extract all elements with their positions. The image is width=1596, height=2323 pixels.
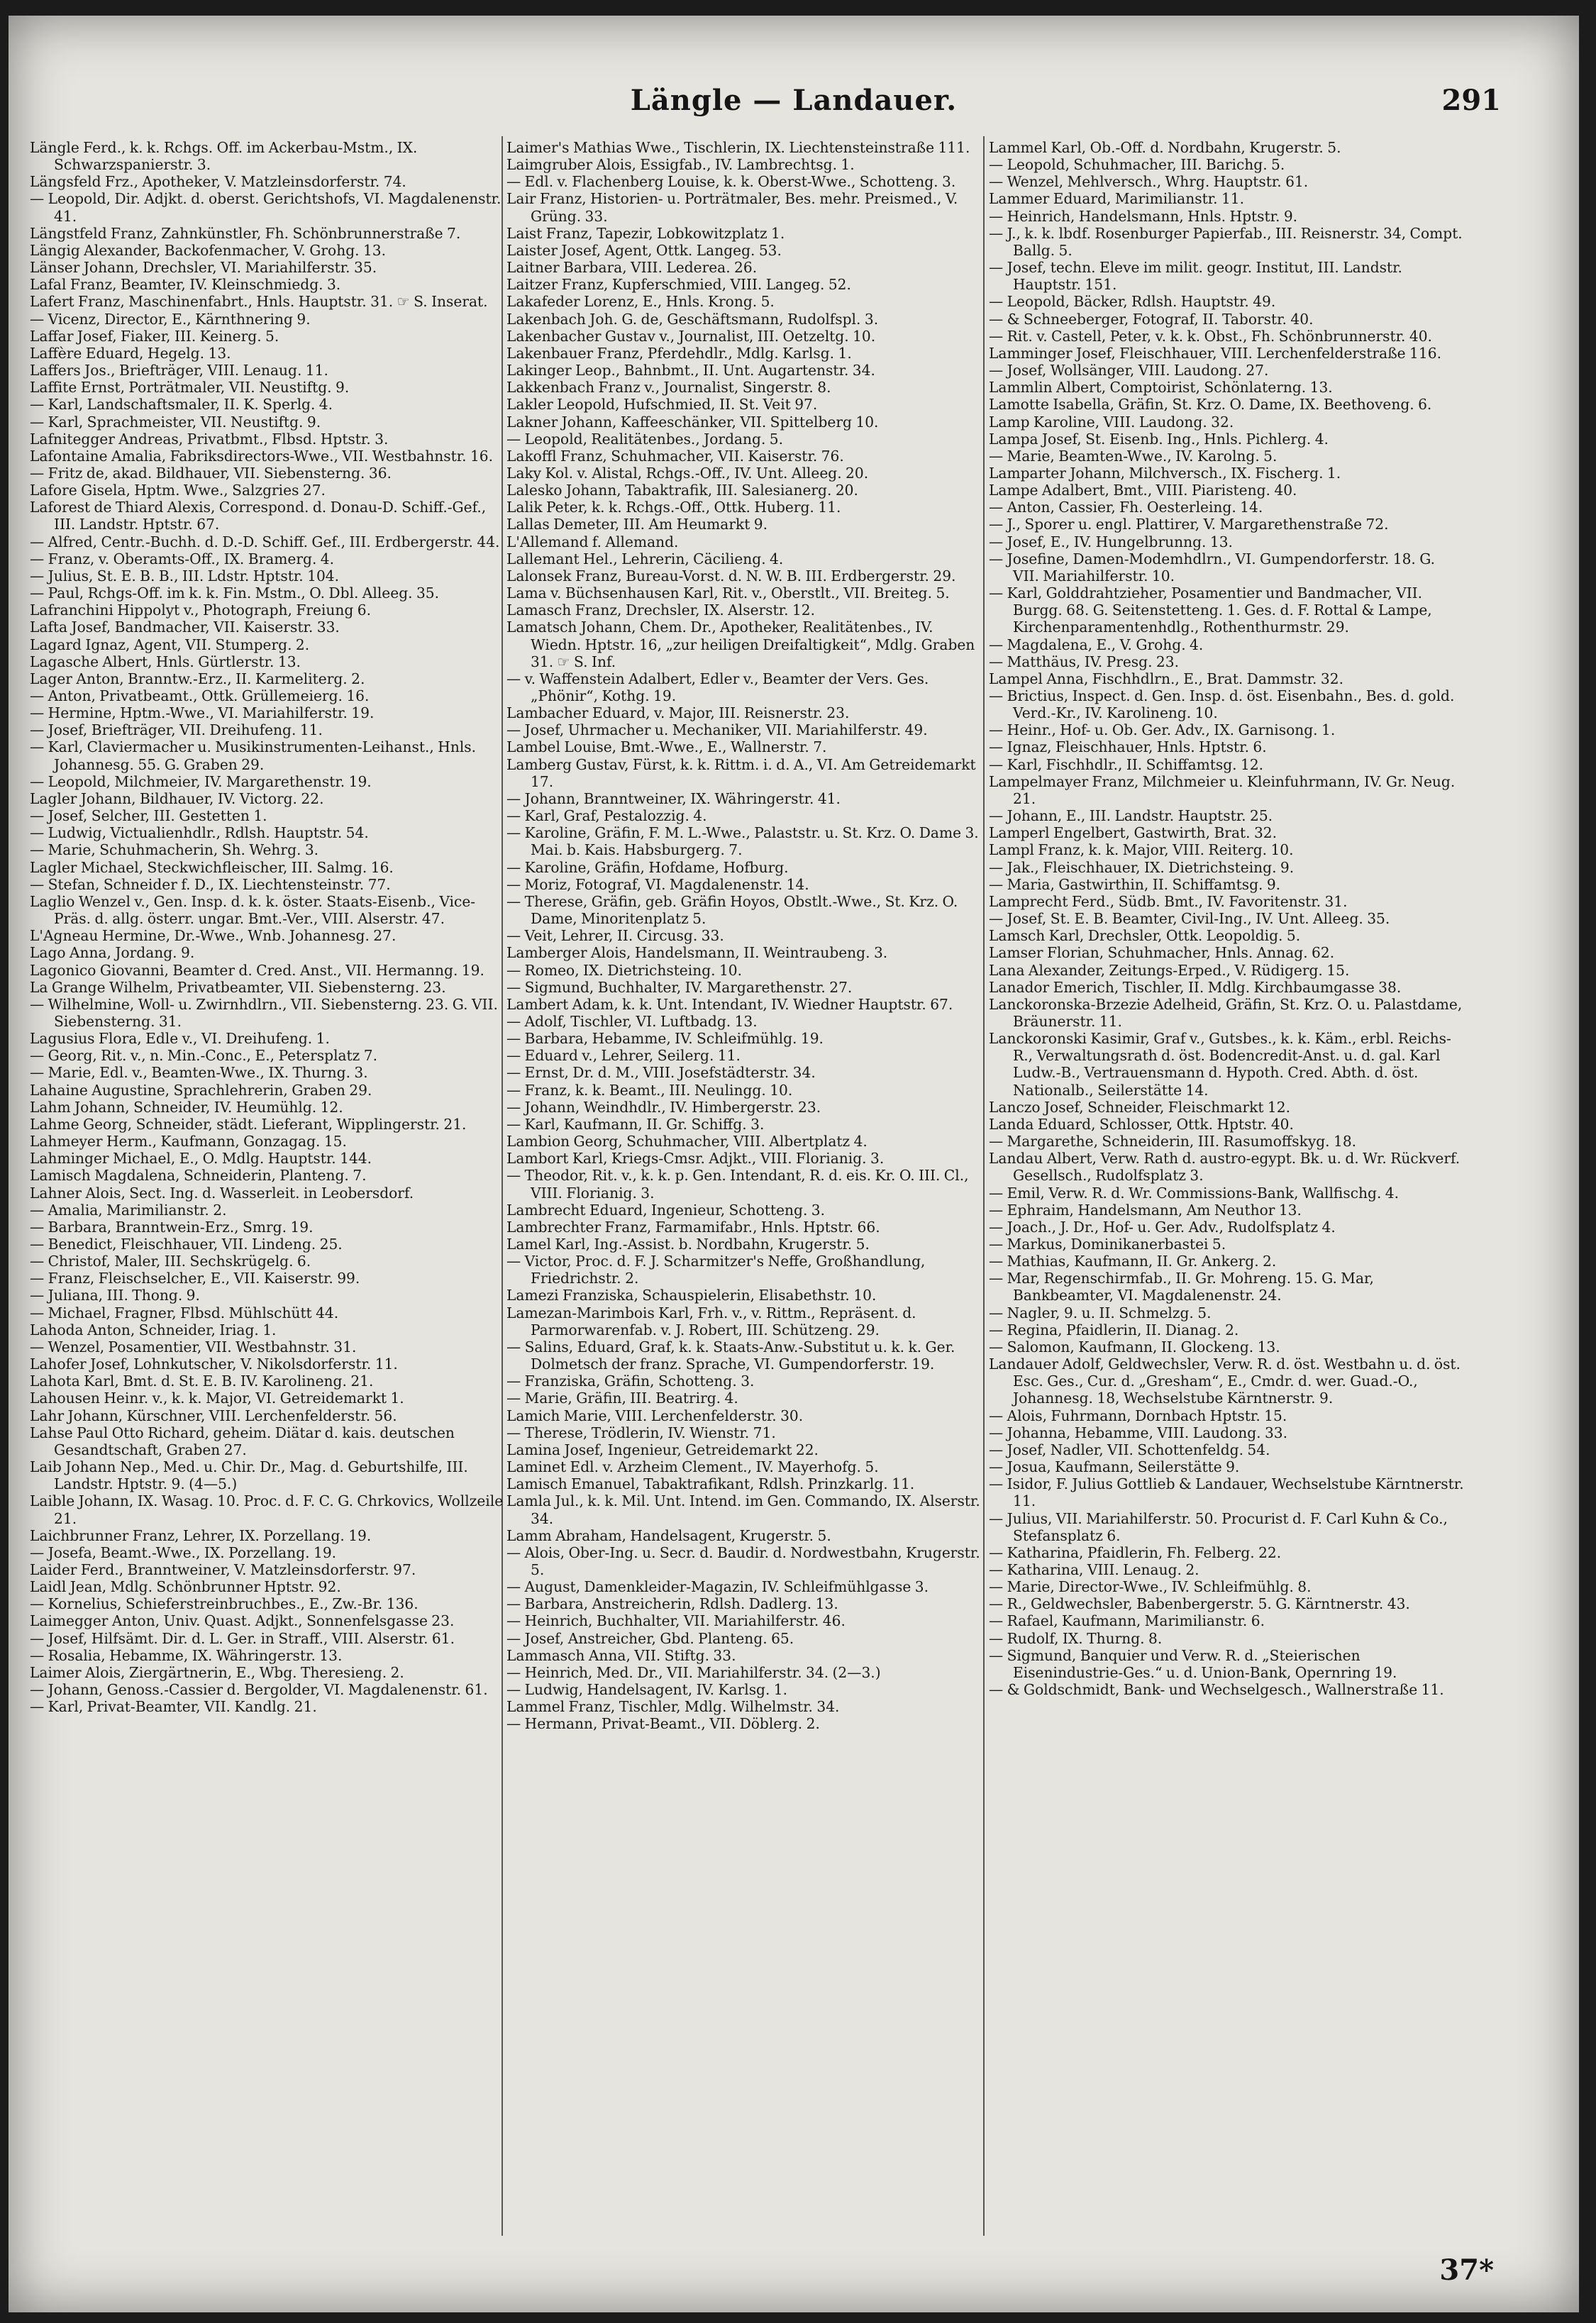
directory-entry: — Heinr., Hof- u. Ob. Ger. Adv., IX. Garnisong. 1.	[989, 721, 1336, 739]
directory-entry: — Moriz, Fotograf, VI. Magdalenenstr. 14.	[506, 875, 809, 893]
directory-entry: — Margarethe, Schneiderin, III. Rasumoffskyg. 18.	[989, 1133, 1357, 1151]
directory-entry: — Barbara, Anstreicherin, Rdlsh. Dadlerg. 13.	[506, 1595, 838, 1613]
directory-entry: — Josef, E., IV. Hungelbrunng. 13.	[989, 533, 1233, 550]
column-divider	[983, 136, 985, 2236]
directory-entry: — Markus, Dominikanerbastei 5.	[989, 1236, 1226, 1253]
directory-entry: Lakenbach Joh. G. de, Geschäftsmann, Rudolfspl. 3.	[506, 310, 879, 328]
directory-entry: — Josef, techn. Eleve im milit. geogr. Institut, III. Landstr. Hauptstr. 151.	[989, 259, 1402, 294]
directory-entry: Laffar Josef, Fiaker, III. Keinerg. 5.	[30, 327, 279, 345]
directory-entry: Lalik Peter, k. k. Rchgs.-Off., Ottk. Huberg. 11.	[506, 499, 841, 516]
directory-entry: — Karl, Kaufmann, II. Gr. Schiffg. 3.	[506, 1115, 765, 1133]
directory-entry: Lafal Franz, Beamter, IV. Kleinschmiedg. 3.	[30, 276, 341, 294]
directory-entry: Laky Kol. v. Alistal, Rchgs.-Off., IV. Unt. Alleeg. 20.	[506, 464, 869, 482]
directory-entry: Lamisch Emanuel, Tabaktrafikant, Rdlsh. Prinzkarlg. 11.	[506, 1475, 915, 1493]
directory-entry: Lamberger Alois, Handelsmann, II. Weintraubeng. 3.	[506, 944, 888, 962]
directory-entry: Lambacher Eduard, v. Major, III. Reisnerstr. 23.	[506, 704, 850, 722]
directory-entry: — Nagler, 9. u. II. Schmelzg. 5.	[989, 1304, 1212, 1321]
directory-entry: Lahaine Augustine, Sprachlehrerin, Graben 29.	[30, 1081, 372, 1099]
directory-entry: Lafnitegger Andreas, Privatbmt., Flbsd. Hptstr. 3.	[30, 430, 389, 448]
directory-entry: — Josef, Anstreicher, Gbd. Planteng. 65.	[506, 1629, 794, 1647]
directory-entry: — Michael, Fragner, Flbsd. Mühlschütt 44.	[30, 1304, 339, 1321]
directory-entry: Laitzer Franz, Kupferschmied, VIII. Langeg. 52.	[506, 276, 851, 294]
directory-entry: Längstfeld Franz, Zahnkünstler, Fh. Schönbrunnerstraße 7.	[30, 224, 461, 242]
directory-entry: Laminet Edl. v. Arzheim Clement., IV. Mayerhofg. 5.	[506, 1458, 879, 1476]
directory-entry: — Vicenz, Director, E., Kärnthnering 9.	[30, 310, 311, 328]
directory-entry: Laidl Jean, Mdlg. Schönbrunner Hptstr. 92.	[30, 1578, 341, 1596]
directory-entry: Laimgruber Alois, Essigfab., IV. Lambrechtsg. 1.	[506, 156, 855, 174]
directory-entry: Lamezan-Marimbois Karl, Frh. v., v. Rittm., Repräsent. d. Parmorwarenfab. v. J. Robert, III. Schützeng. 29.	[506, 1304, 916, 1338]
directory-entry: — Ignaz, Fleischhauer, Hnls. Hptstr. 6.	[989, 738, 1267, 756]
directory-entry: Lago Anna, Jordang. 9.	[30, 944, 195, 962]
directory-entry: Laforest de Thiard Alexis, Correspond. d. Donau-D. Schiff.-Gef., III. Landstr. Hptstr. 67.	[30, 499, 487, 533]
directory-entry: — Benedict, Fleischhauer, VII. Lindeng. 25.	[30, 1236, 343, 1253]
directory-entry: — Franz, Fleischselcher, E., VII. Kaiserstr. 99.	[30, 1270, 360, 1287]
directory-entry: Lagasche Albert, Hnls. Gürtlerstr. 13.	[30, 653, 301, 670]
directory-entry: — Romeo, IX. Dietrichsteing. 10.	[506, 961, 743, 979]
directory-entry: Lakinger Leop., Bahnbmt., II. Unt. Augartenstr. 34.	[506, 362, 875, 379]
directory-entry: Lagler Johann, Bildhauer, IV. Victorg. 22.	[30, 789, 324, 807]
directory-entry: Lammasch Anna, VII. Stiftg. 33.	[506, 1646, 736, 1664]
directory-entry: — Johanna, Hebamme, VIII. Laudong. 33.	[989, 1424, 1288, 1441]
directory-entry: — Christof, Maler, III. Sechskrügelg. 6.	[30, 1253, 311, 1270]
directory-entry: — Rudolf, IX. Thurng. 8.	[989, 1629, 1163, 1647]
directory-entry: — Matthäus, IV. Presg. 23.	[989, 653, 1180, 670]
directory-entry: Lamla Jul., k. k. Mil. Unt. Intend. im Gen. Commando, IX. Alserstr. 34.	[506, 1492, 980, 1527]
directory-entry: — Heinrich, Handelsmann, Hnls. Hptstr. 9.	[989, 207, 1298, 225]
directory-entry: Lampa Josef, St. Eisenb. Ing., Hnls. Pichlerg. 4.	[989, 430, 1329, 448]
directory-entry: — J., Sporer u. engl. Plattirer, V. Margarethenstraße 72.	[989, 516, 1389, 533]
directory-entry: Lagler Michael, Steckwichfleischer, III. Salmg. 16.	[30, 858, 394, 876]
directory-entry: — Hermann, Privat-Beamt., VII. Döblerg. 2.	[506, 1715, 820, 1733]
directory-entry: — Karl, Sprachmeister, VII. Neustiftg. 9.	[30, 413, 321, 431]
directory-entry: — Josef, Nadler, VII. Schottenfeldg. 54.	[989, 1441, 1270, 1458]
directory-entry: Lambrecht Eduard, Ingenieur, Schotteng. 3.	[506, 1201, 826, 1219]
directory-entry: Laichbrunner Franz, Lehrer, IX. Porzellang. 19.	[30, 1526, 372, 1544]
directory-entry: Lambort Karl, Kriegs-Cmsr. Adjkt., VIII. Florianig. 3.	[506, 1150, 885, 1168]
directory-entry: — Karl, Fischhdlr., II. Schiffamtsg. 12.	[989, 755, 1264, 773]
directory-entry: — Heinrich, Med. Dr., VII. Mariahilferstr. 34. (2—3.)	[506, 1663, 881, 1681]
directory-entry: Lamberg Gustav, Fürst, k. k. Rittm. i. d. A., VI. Am Getreidemarkt 17.	[506, 755, 976, 790]
directory-entry: — Josefine, Damen-Modemhdlrn., VI. Gumpendorferstr. 18. G. VII. Mariahilferstr. 10.	[989, 550, 1436, 584]
directory-entry: Landauer Adolf, Geldwechsler, Verw. R. d. öst. Westbahn u. d. öst. Esc. Ges., Cur. d. „Gresham“, E., Cmdr. d. wer. Guad.-O., Johannesg. 18, Wechselstube Kärntnerstr. 9.	[989, 1355, 1461, 1407]
directory-entry: Lamm Abraham, Handelsagent, Krugerstr. 5.	[506, 1526, 831, 1544]
directory-entry: Lahner Alois, Sect. Ing. d. Wasserleit. in Leobersdorf.	[30, 1184, 414, 1202]
directory-entry: — Heinrich, Buchhalter, VII. Mariahilferstr. 46.	[506, 1612, 846, 1630]
directory-entry: — Leopold, Realitätenbes., Jordang. 5.	[506, 430, 784, 448]
directory-entry: Lagard Ignaz, Agent, VII. Stumperg. 2.	[30, 636, 310, 653]
directory-entry: — Karl, Landschaftsmaler, II. K. Sperlg. 4.	[30, 396, 333, 414]
directory-entry: — Anton, Cassier, Fh. Oesterleing. 14.	[989, 499, 1263, 516]
directory-entry: Lakler Leopold, Hufschmied, II. St. Veit 97.	[506, 396, 818, 414]
directory-entry: — Alfred, Centr.-Buchh. d. D.-D. Schiff. Gef., III. Erdbergerstr. 44.	[30, 533, 500, 550]
directory-entry: — Veit, Lehrer, II. Circusg. 33.	[506, 927, 724, 945]
directory-entry: Laimegger Anton, Univ. Quast. Adjkt., Sonnenfelsgasse 23.	[30, 1612, 455, 1630]
directory-entry: — Katharina, Pfaidlerin, Fh. Felberg. 22.	[989, 1543, 1282, 1561]
running-title: Längle — Landauer.	[630, 84, 958, 117]
directory-entry: — Karl, Golddrahtzieher, Posamentier und Bandmacher, VII. Burgg. 68. G. Seitenstetteng. 1. Ges. d. F. Rottal & Lampe, Kirchenparamentenhdlg., Rothenthurmstr. 29.	[989, 584, 1432, 636]
directory-entry: Laffers Jos., Briefträger, VIII. Lenaug. 11.	[30, 362, 328, 379]
directory-entry: — Rit. v. Castell, Peter, v. k. k. Obst., Fh. Schönbrunnerstr. 40.	[989, 327, 1432, 345]
directory-entry: — Magdalena, E., V. Grohg. 4.	[989, 636, 1204, 653]
directory-entry: — Josef, Selcher, III. Gestetten 1.	[30, 807, 267, 825]
directory-entry: Lafontaine Amalia, Fabriksdirectors-Wwe., VII. Westbahnstr. 16.	[30, 447, 494, 465]
directory-entry: Lana Alexander, Zeitungs-Erped., V. Rüdigerg. 15.	[989, 961, 1350, 979]
directory-entry: Lamprecht Ferd., Südb. Bmt., IV. Favoritenstr. 31.	[989, 892, 1348, 910]
directory-entry: — Anton, Privatbeamt., Ottk. Grüllemeierg. 16.	[30, 687, 370, 704]
directory-entry: — Fritz de, akad. Bildhauer, VII. Siebensterng. 36.	[30, 464, 392, 482]
directory-entry: — Ludwig, Handelsagent, IV. Karlsg. 1.	[506, 1681, 788, 1699]
directory-entry: Längig Alexander, Backofenmacher, V. Grohg. 13.	[30, 241, 387, 259]
directory-entry: Lambion Georg, Schuhmacher, VIII. Albertplatz 4.	[506, 1133, 868, 1151]
directory-entry: — Alois, Ober-Ing. u. Secr. d. Baudir. d. Nordwestbahn, Krugerstr. 5.	[506, 1543, 980, 1578]
directory-entry: L'Agneau Hermine, Dr.-Wwe., Wnb. Johannesg. 27.	[30, 927, 397, 945]
directory-entry: — Brictius, Inspect. d. Gen. Insp. d. öst. Eisenbahn., Bes. d. gold. Verd.-Kr., IV. Karolineng. 10.	[989, 687, 1455, 722]
directory-entry: — Salins, Eduard, Graf, k. k. Staats-Anw.-Substitut u. k. k. Ger. Dolmetsch der franz. Sprache, VI. Gumpendorferstr. 19.	[506, 1338, 955, 1373]
directory-entry: Lanckoronski Kasimir, Graf v., Gutsbes., k. k. Käm., erbl. Reichs-R., Verwaltungsrath d. öst. Bodencredit-Anst. u. d. gal. Karl Ludw.-B., Vertrauensmann d. Hypoth. Cred. Abth. d. öst. Nationalb., Seilerstätte 14.	[989, 1030, 1451, 1099]
directory-entry: — Franz, k. k. Beamt., III. Neulingg. 10.	[506, 1081, 793, 1099]
directory-entry: — Edl. v. Flachenberg Louise, k. k. Oberst-Wwe., Schotteng. 3.	[506, 173, 956, 191]
directory-entry: Lallemant Hel., Lehrerin, Cäcilieng. 4.	[506, 550, 784, 567]
directory-entry: Lakafeder Lorenz, E., Hnls. Krong. 5.	[506, 293, 775, 311]
directory-entry: Lamezi Franziska, Schauspielerin, Elisabethstr. 10.	[506, 1287, 877, 1304]
directory-entry: Lammel Karl, Ob.-Off. d. Nordbahn, Krugerstr. 5.	[989, 139, 1341, 156]
directory-entry: Lampl Franz, k. k. Major, VIII. Reiterg. 10.	[989, 841, 1294, 859]
directory-entry: Lakoffl Franz, Schuhmacher, VII. Kaiserstr. 76.	[506, 447, 844, 465]
directory-entry: — Marie, Director-Wwe., IV. Schleifmühlg. 8.	[989, 1578, 1312, 1596]
directory-entry: Lamser Florian, Schuhmacher, Hnls. Annag. 62.	[989, 944, 1335, 962]
directory-entry: Längsfeld Frz., Apotheker, V. Matzleinsdorferstr. 74.	[30, 173, 406, 191]
directory-entry: — Leopold, Schuhmacher, III. Barichg. 5.	[989, 156, 1285, 174]
directory-entry: — Karl, Claviermacher u. Musikinstrumenten-Leihanst., Hnls. Johannesg. 55. G. Graben 29.	[30, 738, 477, 773]
directory-entry: — Theodor, Rit. v., k. k. p. Gen. Intendant, R. d. eis. Kr. O. III. Cl., VIII. Florianig. 3.	[506, 1167, 969, 1202]
directory-entry: — Franziska, Gräfin, Schotteng. 3.	[506, 1373, 755, 1390]
directory-entry: Lahoda Anton, Schneider, Iriag. 1.	[30, 1321, 277, 1338]
directory-entry: Lakenbauer Franz, Pferdehdlr., Mdlg. Karlsg. 1.	[506, 344, 852, 362]
directory-entry: — Emil, Verw. R. d. Wr. Commissions-Bank, Wallfischg. 4.	[989, 1184, 1400, 1202]
directory-entry: — Hermine, Hptm.-Wwe., VI. Mariahilferstr. 19.	[30, 704, 375, 722]
directory-entry: — Johann, Weindhdlr., IV. Himbergerstr. 23.	[506, 1098, 821, 1116]
directory-entry: — & Goldschmidt, Bank- und Wechselgesch., Wallnerstraße 11.	[989, 1681, 1444, 1699]
directory-column-2	[506, 139, 982, 2239]
directory-entry: Lamich Marie, VIII. Lerchenfelderstr. 30.	[506, 1407, 804, 1424]
directory-entry: — Therese, Trödlerin, IV. Wienstr. 71.	[506, 1424, 776, 1441]
directory-entry: — Josef, Wollsänger, VIII. Laudong. 27.	[989, 362, 1269, 379]
directory-entry: Lafta Josef, Bandmacher, VII. Kaiserstr. 33.	[30, 619, 340, 636]
directory-entry: — Salomon, Kaufmann, II. Glockeng. 13.	[989, 1338, 1280, 1355]
directory-entry: — Therese, Gräfin, geb. Gräfin Hoyos, Obstlt.-Wwe., St. Krz. O. Dame, Minoritenplatz 5.	[506, 892, 958, 928]
directory-entry: Laister Josef, Agent, Ottk. Langeg. 53.	[506, 241, 782, 259]
directory-entry: Laimer's Mathias Wwe., Tischlerin, IX. Liechtensteinstraße 111.	[506, 139, 970, 156]
directory-entry: Lafore Gisela, Hptm. Wwe., Salzgries 27.	[30, 482, 326, 499]
directory-entry: Lanczo Josef, Schneider, Fleischmarkt 12.	[989, 1098, 1291, 1116]
directory-entry: — Isidor, F. Julius Gottlieb & Landauer, Wechselstube Kärntnerstr. 11.	[989, 1475, 1464, 1510]
directory-entry: Laider Ferd., Branntweiner, V. Matzleinsdorferstr. 97.	[30, 1560, 416, 1578]
directory-entry: Lagusius Flora, Edle v., VI. Dreihufeng. 1.	[30, 1030, 330, 1048]
directory-entry: Lalesko Johann, Tabaktrafik, III. Salesianerg. 20.	[506, 482, 858, 499]
directory-entry: — Regina, Pfaidlerin, II. Dianag. 2.	[989, 1321, 1239, 1338]
directory-entry: — J., k. k. lbdf. Rosenburger Papierfab., III. Reisnerstr. 34, Compt. Ballg. 5.	[989, 224, 1463, 259]
directory-entry: L'Allemand f. Allemand.	[506, 533, 679, 550]
directory-entry: Lakner Johann, Kaffeeschänker, VII. Spittelberg 10.	[506, 413, 879, 431]
directory-entry: — Julius, St. E. B. B., III. Ldstr. Hptstr. 104.	[30, 567, 340, 584]
directory-entry: Lamasch Franz, Drechsler, IX. Alserstr. 12.	[506, 601, 816, 619]
directory-entry: Lamsch Karl, Drechsler, Ottk. Leopoldig. 5.	[989, 927, 1301, 945]
directory-entry: — Kornelius, Schieferstreinbruchbes., E., Zw.-Br. 136.	[30, 1595, 419, 1613]
directory-entry: Lamp Karoline, VIII. Laudong. 32.	[989, 413, 1234, 431]
directory-entry: Länser Johann, Drechsler, VI. Mariahilferstr. 35.	[30, 259, 377, 277]
directory-column-1	[30, 139, 505, 2239]
directory-entry: Lammel Franz, Tischler, Mdlg. Wilhelmstr. 34.	[506, 1698, 840, 1716]
directory-entry: — Josef, Uhrmacher u. Mechaniker, VII. Mariahilferstr. 49.	[506, 721, 928, 739]
directory-entry: Lambrechter Franz, Farmamifabr., Hnls. Hptstr. 66.	[506, 1218, 880, 1236]
directory-entry: Lambel Louise, Bmt.-Wwe., E., Wallnerstr. 7.	[506, 738, 827, 756]
directory-entry: — Johann, Genoss.-Cassier d. Bergolder, VI. Magdalenenstr. 61.	[30, 1681, 488, 1699]
directory-entry: — & Schneeberger, Fotograf, II. Taborstr. 40.	[989, 310, 1314, 328]
directory-entry: La Grange Wilhelm, Privatbeamter, VII. Siebensterng. 23.	[30, 978, 446, 996]
directory-entry: — Sigmund, Buchhalter, IV. Margarethenstr. 27.	[506, 978, 853, 996]
directory-entry: — Mar, Regenschirmfab., II. Gr. Mohreng. 15. G. Mar, Bankbeamter, VI. Magdalenenstr. 24.	[989, 1270, 1374, 1304]
directory-entry: — R., Geldwechsler, Babenbergerstr. 5. G. Kärntnerstr. 43.	[989, 1595, 1410, 1613]
directory-entry: Lakkenbach Franz v., Journalist, Singerstr. 8.	[506, 379, 831, 397]
directory-entry: — Georg, Rit. v., n. Min.-Conc., E., Petersplatz 7.	[30, 1047, 377, 1065]
page-number: 291	[1441, 84, 1501, 117]
directory-entry: Lahm Johann, Schneider, IV. Heumühlg. 12.	[30, 1098, 343, 1116]
directory-entry: Lahousen Heinr. v., k. k. Major, VI. Getreidemarkt 1.	[30, 1390, 404, 1407]
directory-entry: Lamel Karl, Ing.-Assist. b. Nordbahn, Krugerstr. 5.	[506, 1236, 870, 1253]
directory-entry: — Katharina, VIII. Lenaug. 2.	[989, 1560, 1199, 1578]
directory-entry: Laglio Wenzel v., Gen. Insp. d. k. k. öster. Staats-Eisenb., Vice-Präs. d. allg. österr. ungar. Bmt.-Ver., VIII. Alserstr. 47.	[30, 892, 476, 928]
directory-entry: Lahminger Michael, E., O. Mdlg. Hauptstr. 144.	[30, 1150, 372, 1168]
directory-entry: Lanador Emerich, Tischler, II. Mdlg. Kirchbaumgasse 38.	[989, 978, 1402, 996]
directory-entry: — Ephraim, Handelsmann, Am Neuthor 13.	[989, 1201, 1302, 1219]
directory-entry: Lalonsek Franz, Bureau-Vorst. d. N. W. B. III. Erdbergerstr. 29.	[506, 567, 956, 584]
directory-entry: — Eduard v., Lehrer, Seilerg. 11.	[506, 1047, 741, 1065]
directory-entry: Lallas Demeter, III. Am Heumarkt 9.	[506, 516, 768, 533]
directory-entry: Lagonico Giovanni, Beamter d. Cred. Anst., VII. Hermanng. 19.	[30, 961, 484, 979]
directory-entry: Lammlin Albert, Comptoirist, Schönlaterng. 13.	[989, 379, 1333, 397]
directory-entry: — Leopold, Dir. Adjkt. d. oberst. Gerichtshofs, VI. Magdalenenstr. 41.	[30, 190, 501, 225]
directory-entry: Lammer Eduard, Marimilianstr. 11.	[989, 190, 1245, 208]
directory-entry: Lafranchini Hippolyt v., Photograph, Freiung 6.	[30, 601, 371, 619]
directory-entry: — Barbara, Hebamme, IV. Schleifmühlg. 19.	[506, 1030, 824, 1048]
directory-entry: — Joach., J. Dr., Hof- u. Ger. Adv., Rudolfsplatz 4.	[989, 1218, 1336, 1236]
directory-entry: Lahse Paul Otto Richard, geheim. Diätar d. kais. deutschen Gesandtschaft, Graben 27.	[30, 1424, 455, 1458]
directory-entry: Landa Eduard, Schlosser, Ottk. Hptstr. 40.	[989, 1115, 1294, 1133]
directory-entry: Laitner Barbara, VIII. Lederea. 26.	[506, 259, 758, 277]
directory-entry: — Karoline, Gräfin, Hofdame, Hofburg.	[506, 858, 789, 876]
directory-entry: — Paul, Rchgs-Off. im k. k. Fin. Mstm., O. Dbl. Alleeg. 35.	[30, 584, 440, 602]
directory-entry: — Wenzel, Mehlversch., Whrg. Hauptstr. 61.	[989, 173, 1309, 191]
directory-entry: — Juliana, III. Thong. 9.	[30, 1287, 200, 1304]
directory-entry: — Marie, Gräfin, III. Beatrirg. 4.	[506, 1390, 738, 1407]
directory-entry: Lamatsch Johann, Chem. Dr., Apotheker, Realitätenbes., IV. Wiedn. Hptstr. 16, „zur heiligen Dreifaltigkeit“, Mdlg. Graben 31. ☞ S. Inf.	[506, 619, 975, 670]
directory-entry: Lamminger Josef, Fleischhauer, VIII. Lerchenfelderstraße 116.	[989, 344, 1441, 362]
directory-entry: Laimer Alois, Ziergärtnerin, E., Wbg. Theresieng. 2.	[30, 1663, 404, 1681]
directory-entry: — Amalia, Marimilianstr. 2.	[30, 1201, 227, 1219]
directory-entry: — Wilhelmine, Woll- u. Zwirnhdlrn., VII. Siebensterng. 23. G. VII. Siebensterng. 31.	[30, 995, 498, 1030]
directory-entry: Lambert Adam, k. k. Unt. Intendant, IV. Wiedner Hauptstr. 67.	[506, 995, 953, 1013]
directory-entry: — Johann, Branntweiner, IX. Währingerstr. 41.	[506, 789, 841, 807]
directory-entry: Lampe Adalbert, Bmt., VIII. Piaristeng. 40.	[989, 482, 1297, 499]
directory-entry: — Sigmund, Banquier und Verw. R. d. „Steierischen Eisenindustrie-Ges.“ u. d. Union-Bank, Opernring 19.	[989, 1646, 1397, 1681]
directory-entry: — Rosalia, Hebamme, IX. Währingerstr. 13.	[30, 1646, 343, 1664]
directory-entry: — Josef, St. E. B. Beamter, Civil-Ing., IV. Unt. Alleeg. 35.	[989, 910, 1390, 928]
directory-entry: — Karoline, Gräfin, F. M. L.-Wwe., Palaststr. u. St. Krz. O. Dame 3. Mai. b. Kais. Habsburgerg. 7.	[506, 824, 979, 859]
page-header	[9, 84, 1579, 126]
directory-entry: — Josefa, Beamt.-Wwe., IX. Porzellang. 19.	[30, 1543, 337, 1561]
directory-entry: Lahme Georg, Schneider, städt. Lieferant, Wipplingerstr. 21.	[30, 1115, 467, 1133]
directory-entry: Lair Franz, Historien- u. Porträtmaler, Bes. mehr. Preismed., V. Grüng. 33.	[506, 190, 958, 225]
directory-entry: — Mathias, Kaufmann, II. Gr. Ankerg. 2.	[989, 1253, 1277, 1270]
directory-entry: — Victor, Proc. d. F. J. Scharmitzer's Neffe, Großhandlung, Friedrichstr. 2.	[506, 1253, 926, 1287]
directory-entry: — Adolf, Tischler, VI. Luftbadg. 13.	[506, 1012, 758, 1030]
directory-entry: — Marie, Schuhmacherin, Sh. Wehrg. 3.	[30, 841, 319, 859]
directory-entry: — Marie, Beamten-Wwe., IV. Karolng. 5.	[989, 447, 1278, 465]
directory-entry: Längle Ferd., k. k. Rchgs. Off. im Ackerbau-Mstm., IX. Schwarzspanierstr. 3.	[30, 139, 418, 174]
directory-entry: — Maria, Gastwirthin, II. Schiffamtsg. 9.	[989, 875, 1281, 893]
directory-entry: Lamperl Engelbert, Gastwirth, Brat. 32.	[989, 824, 1278, 842]
directory-entry: Lamina Josef, Ingenieur, Getreidemarkt 22.	[506, 1441, 819, 1458]
directory-column-3	[989, 139, 1464, 2239]
directory-entry: — Rafael, Kaufmann, Marimilianstr. 6.	[989, 1612, 1265, 1630]
directory-entry: — Barbara, Branntwein-Erz., Smrg. 19.	[30, 1218, 314, 1236]
directory-entry: — Josua, Kaufmann, Seilerstätte 9.	[989, 1458, 1240, 1476]
page-sheet	[9, 16, 1579, 2312]
directory-entry: — Karl, Graf, Pestalozzig. 4.	[506, 807, 707, 825]
directory-entry: Lakenbacher Gustav v., Journalist, III. Oetzeltg. 10.	[506, 327, 876, 345]
directory-entry: — v. Waffenstein Adalbert, Edler v., Beamter der Vers. Ges. „Phönir“, Kothg. 19.	[506, 670, 929, 704]
directory-entry: — Leopold, Bäcker, Rdlsh. Hauptstr. 49.	[989, 293, 1276, 311]
directory-entry: — August, Damenkleider-Magazin, IV. Schleifmühlgasse 3.	[506, 1578, 929, 1596]
directory-entry: — Alois, Fuhrmann, Dornbach Hptstr. 15.	[989, 1407, 1287, 1424]
directory-entry: — Leopold, Milchmeier, IV. Margarethenstr. 19.	[30, 772, 372, 790]
directory-entry: Laib Johann Nep., Med. u. Chir. Dr., Mag. d. Geburtshilfe, III. Landstr. Hptstr. 9. (4—5.)	[30, 1458, 468, 1493]
directory-entry: — Stefan, Schneider f. D., IX. Liechtensteinstr. 77.	[30, 875, 391, 893]
directory-entry: — Ernst, Dr. d. M., VIII. Josefstädterstr. 34.	[506, 1064, 816, 1082]
directory-entry: Lamotte Isabella, Gräfin, St. Krz. O. Dame, IX. Beethoveng. 6.	[989, 396, 1432, 414]
directory-entry: — Marie, Edl. v., Beamten-Wwe., IX. Thurng. 3.	[30, 1064, 368, 1082]
directory-entry: Lahmeyer Herm., Kaufmann, Gonzagag. 15.	[30, 1133, 347, 1151]
directory-entry: Lafert Franz, Maschinenfabrt., Hnls. Hauptstr. 31. ☞ S. Inserat.	[30, 293, 488, 311]
directory-entry: Lahr Johann, Kürschner, VIII. Lerchenfelderstr. 56.	[30, 1407, 397, 1424]
directory-entry: — Ludwig, Victualienhdlr., Rdlsh. Hauptstr. 54.	[30, 824, 369, 842]
directory-entry: Laible Johann, IX. Wasag. 10. Proc. d. F. C. G. Chrkovics, Wollzeile 21.	[30, 1492, 504, 1527]
directory-entry: — Josef, Briefträger, VII. Dreihufeng. 11.	[30, 721, 323, 739]
directory-entry: — Wenzel, Posamentier, VII. Westbahnstr. 31.	[30, 1338, 357, 1355]
directory-entry: — Johann, E., III. Landstr. Hauptstr. 25.	[989, 807, 1273, 825]
directory-entry: Lampelmayer Franz, Milchmeier u. Kleinfuhrmann, IV. Gr. Neug. 21.	[989, 772, 1456, 807]
directory-entry: Lahofer Josef, Lohnkutscher, V. Nikolsdorferstr. 11.	[30, 1355, 398, 1373]
directory-entry: — Josef, Hilfsämt. Dir. d. L. Ger. in Straff., VIII. Alserstr. 61.	[30, 1629, 455, 1647]
directory-entry: Laffite Ernst, Porträtmaler, VII. Neustiftg. 9.	[30, 379, 350, 397]
directory-entry: Lama v. Büchsenhausen Karl, Rit. v., Oberstlt., VII. Breiteg. 5.	[506, 584, 950, 602]
signature-mark: 37*	[1439, 2253, 1494, 2287]
directory-entry: Laffère Eduard, Hegelg. 13.	[30, 344, 231, 362]
directory-entry: Landau Albert, Verw. Rath d. austro-egypt. Bk. u. d. Wr. Rückverf. Gesellsch., Rudolfsplatz 3.	[989, 1150, 1461, 1185]
directory-entry: — Jak., Fleischhauer, IX. Dietrichsteing. 9.	[989, 858, 1295, 876]
directory-entry: Laist Franz, Tapezir, Lobkowitzplatz 1.	[506, 224, 785, 242]
directory-entry: Lampel Anna, Fischhdlrn., E., Brat. Dammstr. 32.	[989, 670, 1343, 687]
directory-entry: — Franz, v. Oberamts-Off., IX. Bramerg. 4.	[30, 550, 335, 567]
directory-entry: — Karl, Privat-Beamter, VII. Kandlg. 21.	[30, 1698, 317, 1716]
directory-entry: Lamparter Johann, Milchversch., IX. Fischerg. 1.	[989, 464, 1341, 482]
directory-entry: Lager Anton, Branntw.-Erz., II. Karmeliterg. 2.	[30, 670, 365, 687]
directory-entry: Lahota Karl, Bmt. d. St. E. B. IV. Karolineng. 21.	[30, 1373, 374, 1390]
directory-entry: — Julius, VII. Mariahilferstr. 50. Procurist d. F. Carl Kuhn & Co., Stefansplatz 6.	[989, 1509, 1448, 1544]
directory-entry: Lamisch Magdalena, Schneiderin, Planteng. 7.	[30, 1167, 367, 1185]
directory-entry: Lanckoronska-Brzezie Adelheid, Gräfin, St. Krz. O. u. Palastdame, Bräunerstr. 11.	[989, 995, 1463, 1030]
